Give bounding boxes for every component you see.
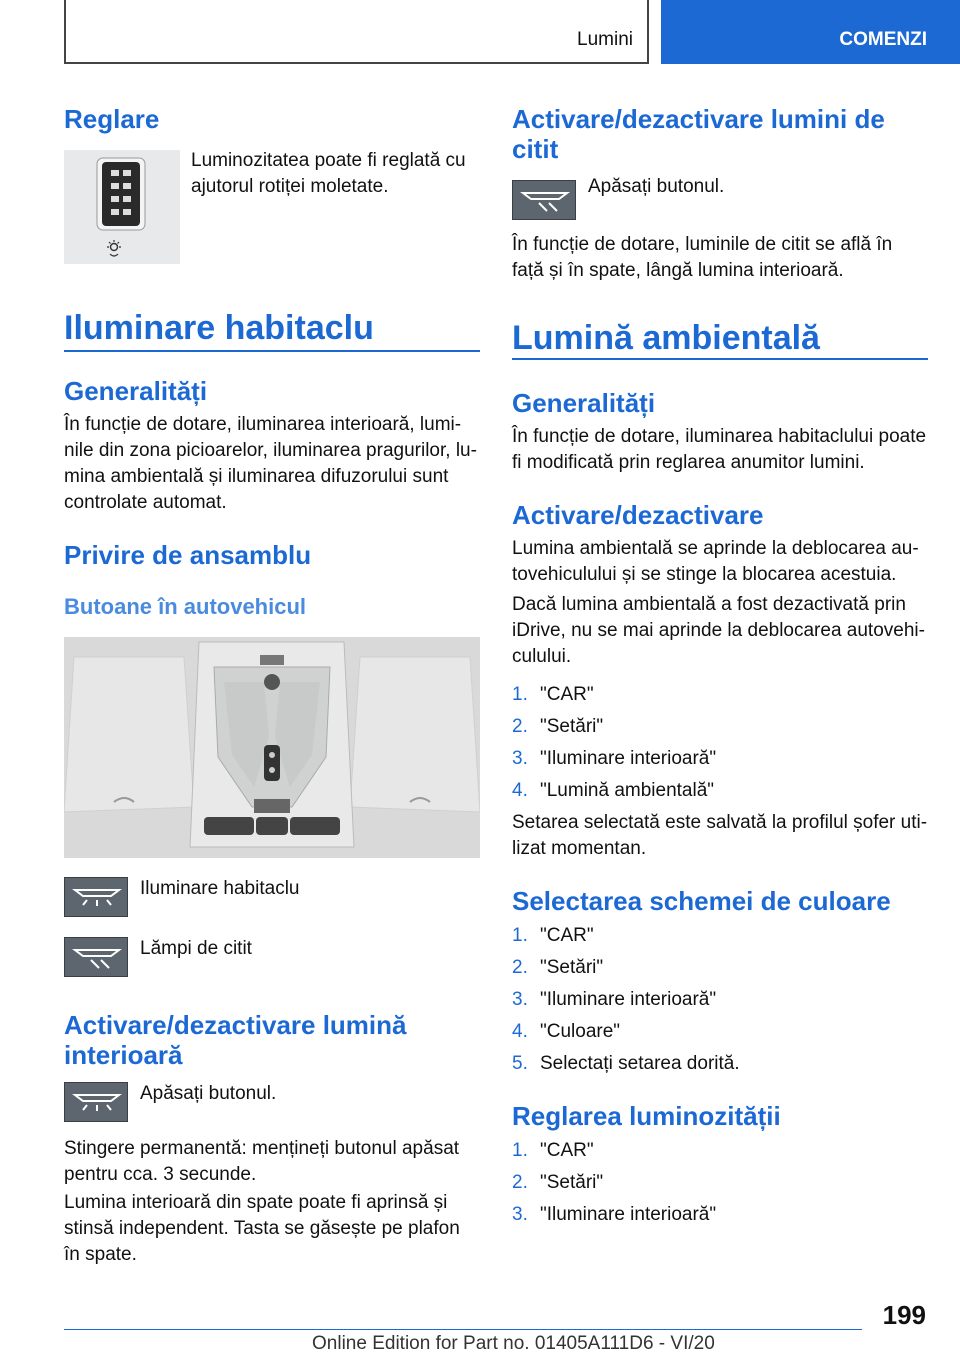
header-chapter-tab: [661, 0, 960, 64]
iluminare-heading: Iluminare habitaclu: [64, 309, 374, 347]
interior-light-button-icon: [64, 877, 128, 917]
reading-light-button-icon: [512, 180, 576, 220]
generalitati-heading: Generalități: [64, 376, 208, 406]
list-item: 1. "CAR": [512, 925, 594, 946]
header-section-tab: [64, 0, 649, 64]
list-item: 3. "Iluminare interioară": [512, 748, 717, 769]
activare-interior-p2: Lumina interioară din spate poate fi aprinsă și stinsă independent. Tasta se găsește pe plafon în spate.: [64, 1192, 460, 1265]
list-item: 1. "CAR": [512, 684, 594, 705]
activare-interior-p1: Stingere permanentă: mențineți butonul apăsat pentru cca. 3 secunde.: [64, 1138, 460, 1185]
list-item: 4. "Culoare": [512, 1021, 621, 1042]
luminozitate-steps: [512, 1138, 716, 1234]
list-item: 3. "Iluminare interioară": [512, 1204, 717, 1225]
luminozitate-heading: Reglarea luminozității: [512, 1101, 781, 1131]
list-item: 2. "Setări": [512, 716, 604, 737]
list-item: 1. "CAR": [512, 1140, 594, 1161]
ambientala-generalitati-text: În funcție de dotare, iluminarea habitaclului poate fi modificată prin reglarea anumitor lumini.: [512, 426, 927, 473]
roof-console-photo: [64, 637, 480, 858]
list-item: 5. Selectați setarea dorită.: [512, 1053, 740, 1074]
generalitati-text: În funcție de dotare, iluminarea interioară, lumi-nile din zona picioarelor, iluminarea pragurilor, lu-mina ambientală și iluminarea difuzorului sunt controlate automat.: [64, 414, 477, 513]
citit-heading: Activare/dezactivare lumini de citit: [512, 104, 885, 164]
list-item: 2. "Setări": [512, 957, 604, 978]
legend-interior-light: Iluminare habitaclu: [140, 878, 300, 899]
header-chapter-label: COMENZI: [839, 29, 927, 50]
ambientala-activare-steps: [512, 682, 716, 810]
reglare-text: Luminozitatea poate fi reglată cu ajutorul rotiței moletate.: [191, 150, 466, 197]
reglare-heading: Reglare: [64, 104, 160, 134]
interior-light-button-icon: [64, 1082, 128, 1122]
citit-text: În funcție de dotare, luminile de citit se află în față și în spate, lângă lumina interioară.: [512, 234, 893, 281]
ambientala-heading: Lumină ambientală: [512, 319, 820, 357]
footer-rule: [64, 1329, 862, 1330]
ambientala-activare-note: Setarea selectată este salvată la profilul șofer uti-lizat momentan.: [512, 812, 928, 859]
butoane-heading: Butoane în autovehicul: [64, 594, 307, 619]
footer-edition: Online Edition for Part no. 01405A111D6 - VI/20: [312, 1333, 715, 1354]
activare-interior-heading: Activare/dezactivare lumină interioară: [64, 1010, 407, 1070]
list-item: 3. "Iluminare interioară": [512, 989, 717, 1010]
list-item: 4. "Lumină ambientală": [512, 780, 715, 801]
page-number: 199: [882, 1300, 926, 1330]
thumbwheel-icon: [64, 150, 180, 264]
ambientala-heading-rule: [512, 358, 928, 360]
privire-heading: Privire de ansamblu: [64, 540, 312, 570]
ambientala-activare-heading: Activare/dezactivare: [512, 500, 764, 530]
legend-reading-light: Lămpi de citit: [140, 938, 252, 959]
culoare-steps: [512, 923, 740, 1083]
ambientala-activare-p1: Lumina ambientală se aprinde la deblocarea au-tovehiculului și se stinge la blocarea acestuia.: [512, 538, 919, 585]
citit-press: Apăsați butonul.: [588, 176, 725, 197]
iluminare-heading-rule: [64, 350, 480, 352]
activare-interior-press: Apăsați butonul.: [140, 1083, 277, 1104]
header-section-label: Lumini: [577, 29, 633, 50]
reading-light-button-icon: [64, 937, 128, 977]
ambientala-activare-p2: Dacă lumina ambientală a fost dezactivată prin iDrive, nu se mai aprinde la deblocarea autovehi-culului.: [512, 594, 925, 667]
list-item: 2. "Setări": [512, 1172, 604, 1193]
culoare-heading: Selectarea schemei de culoare: [512, 886, 891, 916]
ambientala-generalitati-heading: Generalități: [512, 388, 656, 418]
